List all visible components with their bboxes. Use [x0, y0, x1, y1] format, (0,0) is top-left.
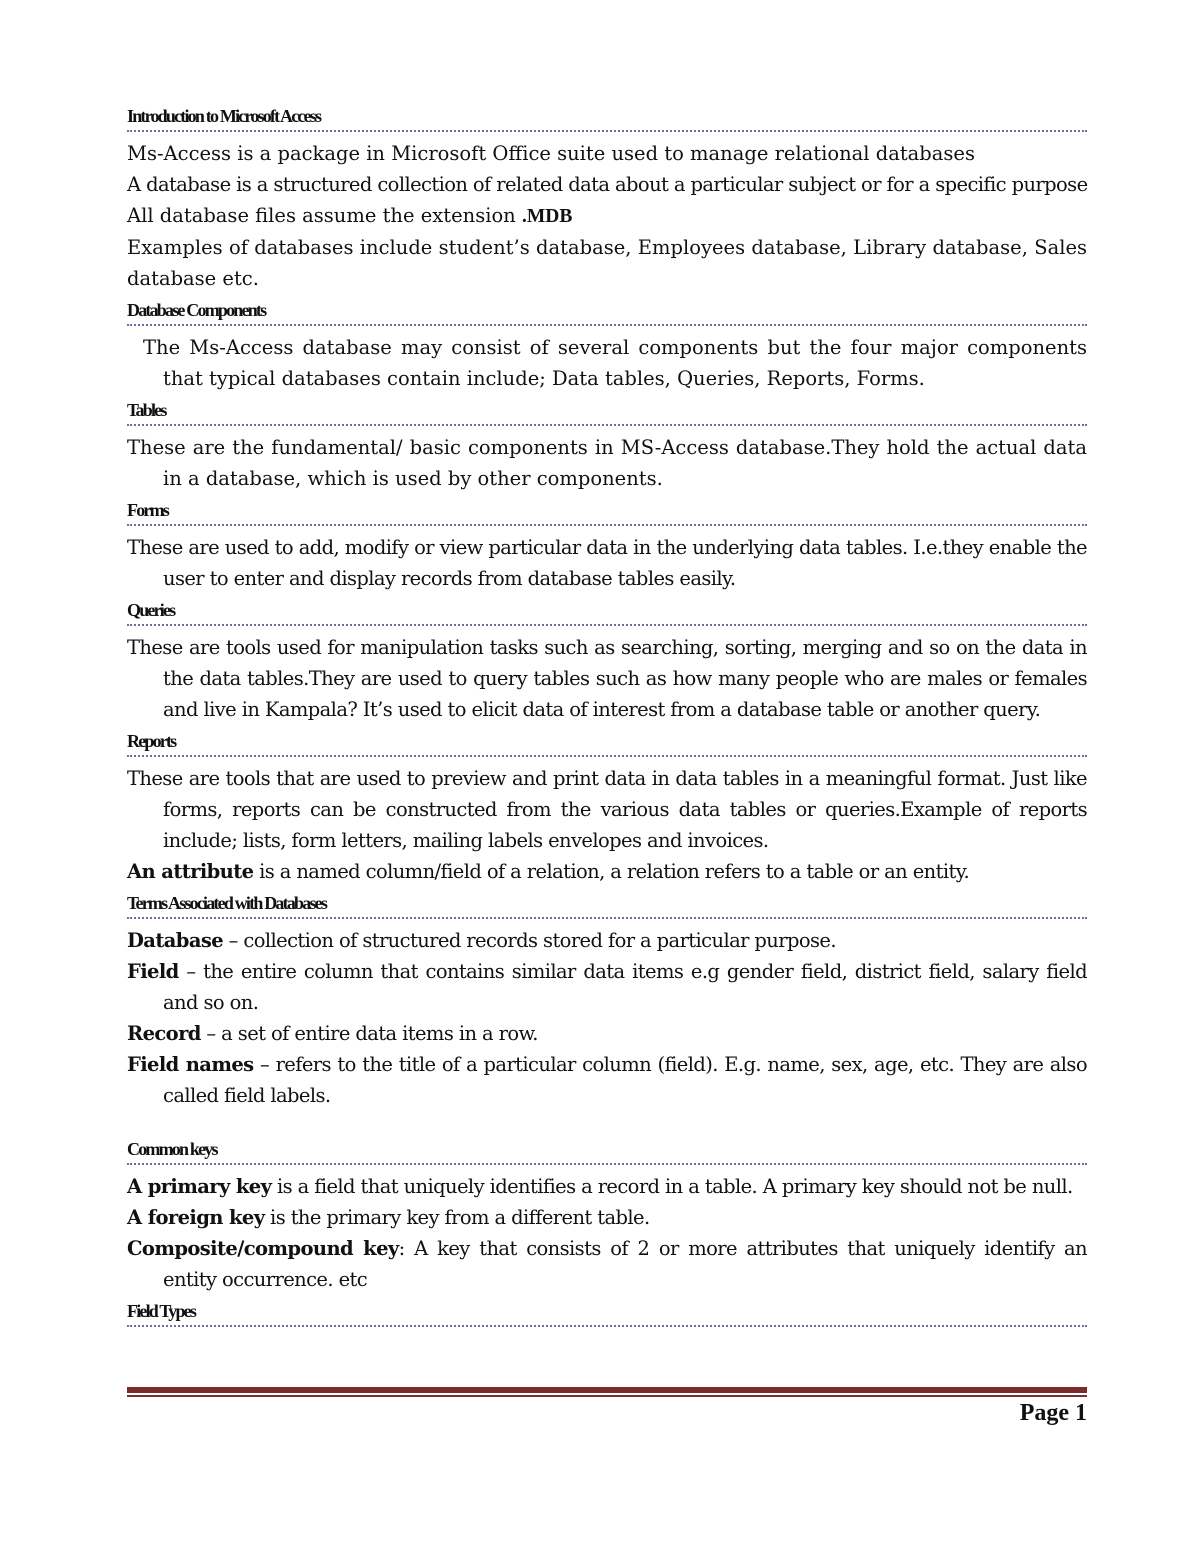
key-text: is a field that uniquely identifies a record in a table. A primary key should not be null.	[271, 1175, 1073, 1198]
page-number: Page 1	[1019, 1400, 1087, 1426]
heading-database-components: Database Components	[127, 294, 1087, 326]
intro-line-1: Ms-Access is a package in Microsoft Office suite used to manage relational databases	[127, 142, 975, 165]
key-composite	[127, 1233, 1087, 1295]
attribute-definition	[127, 856, 1087, 887]
intro-line-4: Examples of databases include student’s database, Employees database, Library database, Sales database etc.	[127, 236, 1087, 290]
attribute-term: An attribute	[127, 860, 254, 883]
term-text: – collection of structured records stored for a particular purpose.	[223, 929, 836, 952]
term-text: – the entire column that contains similar data items e.g gender field, district field, salary field and so on.	[163, 960, 1087, 1014]
forms-paragraph: These are used to add, modify or view particular data in the underlying data tables. I.e.they enable the user to enter and display records from database tables easily.	[127, 536, 1087, 590]
key-primary	[127, 1171, 1087, 1202]
heading-common-keys: Common keys	[127, 1133, 1087, 1165]
components-paragraph: The Ms-Access database may consist of several components but the four major components that typical databases contain include; Data tables, Queries, Reports, Forms.	[143, 336, 1087, 390]
heading-field-types: Field Types	[127, 1295, 1087, 1327]
heading-tables: Tables	[127, 394, 1087, 426]
term-text: – refers to the title of a particular column (field). E.g. name, sex, age, etc. They are also called field labels.	[163, 1053, 1087, 1107]
attribute-text: is a named column/field of a relation, a relation refers to a table or an entity.	[253, 860, 970, 883]
term-database	[127, 925, 1087, 956]
key-term: Composite/compound key	[127, 1237, 399, 1260]
term-label: Field names	[127, 1053, 254, 1076]
footer-rule-thin	[127, 1395, 1087, 1397]
key-foreign	[127, 1202, 1087, 1233]
term-field	[127, 956, 1087, 1018]
key-term: A primary key	[127, 1175, 272, 1198]
term-field-names	[127, 1049, 1087, 1111]
intro-line-2: A database is a structured collection of related data about a particular subject or for a specific purpose	[127, 173, 1088, 196]
key-text: is the primary key from a different table.	[264, 1206, 650, 1229]
term-label: Database	[127, 929, 224, 952]
heading-forms: Forms	[127, 494, 1087, 526]
intro-line-3	[127, 200, 1087, 232]
queries-paragraph: These are tools used for manipulation tasks such as searching, sorting, merging and so on the data in the data tables.They are used to query tables such as how many people who are males or females and live in Kampala? It’s used to elicit data of interest from a database table or another query.	[127, 636, 1087, 721]
heading-reports: Reports	[127, 725, 1087, 757]
term-record	[127, 1018, 1087, 1049]
heading-terms-associated: Terms Associated with Databases	[127, 887, 1087, 919]
intro-line-3-text: All database files assume the extension	[127, 204, 522, 227]
mdb-extension: .MDB	[521, 206, 573, 227]
key-term: A foreign key	[127, 1206, 265, 1229]
term-label: Field	[127, 960, 179, 983]
tables-paragraph: These are the fundamental/ basic components in MS-Access database.They hold the actual data in a database, which is used by other components.	[127, 436, 1087, 490]
reports-paragraph: These are tools that are used to preview and print data in data tables in a meaningful format. Just like forms, reports can be constructed from the various data tables or queries.Example of reports include; lists, form letters, mailing labels envelopes and invoices.	[127, 767, 1087, 852]
footer-rule-thick	[127, 1387, 1087, 1393]
key-text: : A key that consists of 2 or more attributes that uniquely identify an entity occurrence. etc	[163, 1237, 1087, 1291]
page-content	[127, 100, 1087, 1333]
term-label: Record	[127, 1022, 201, 1045]
heading-introduction: Introduction to Microsoft Access	[127, 100, 1087, 132]
term-text: – a set of entire data items in a row.	[200, 1022, 538, 1045]
heading-queries: Queries	[127, 594, 1087, 626]
